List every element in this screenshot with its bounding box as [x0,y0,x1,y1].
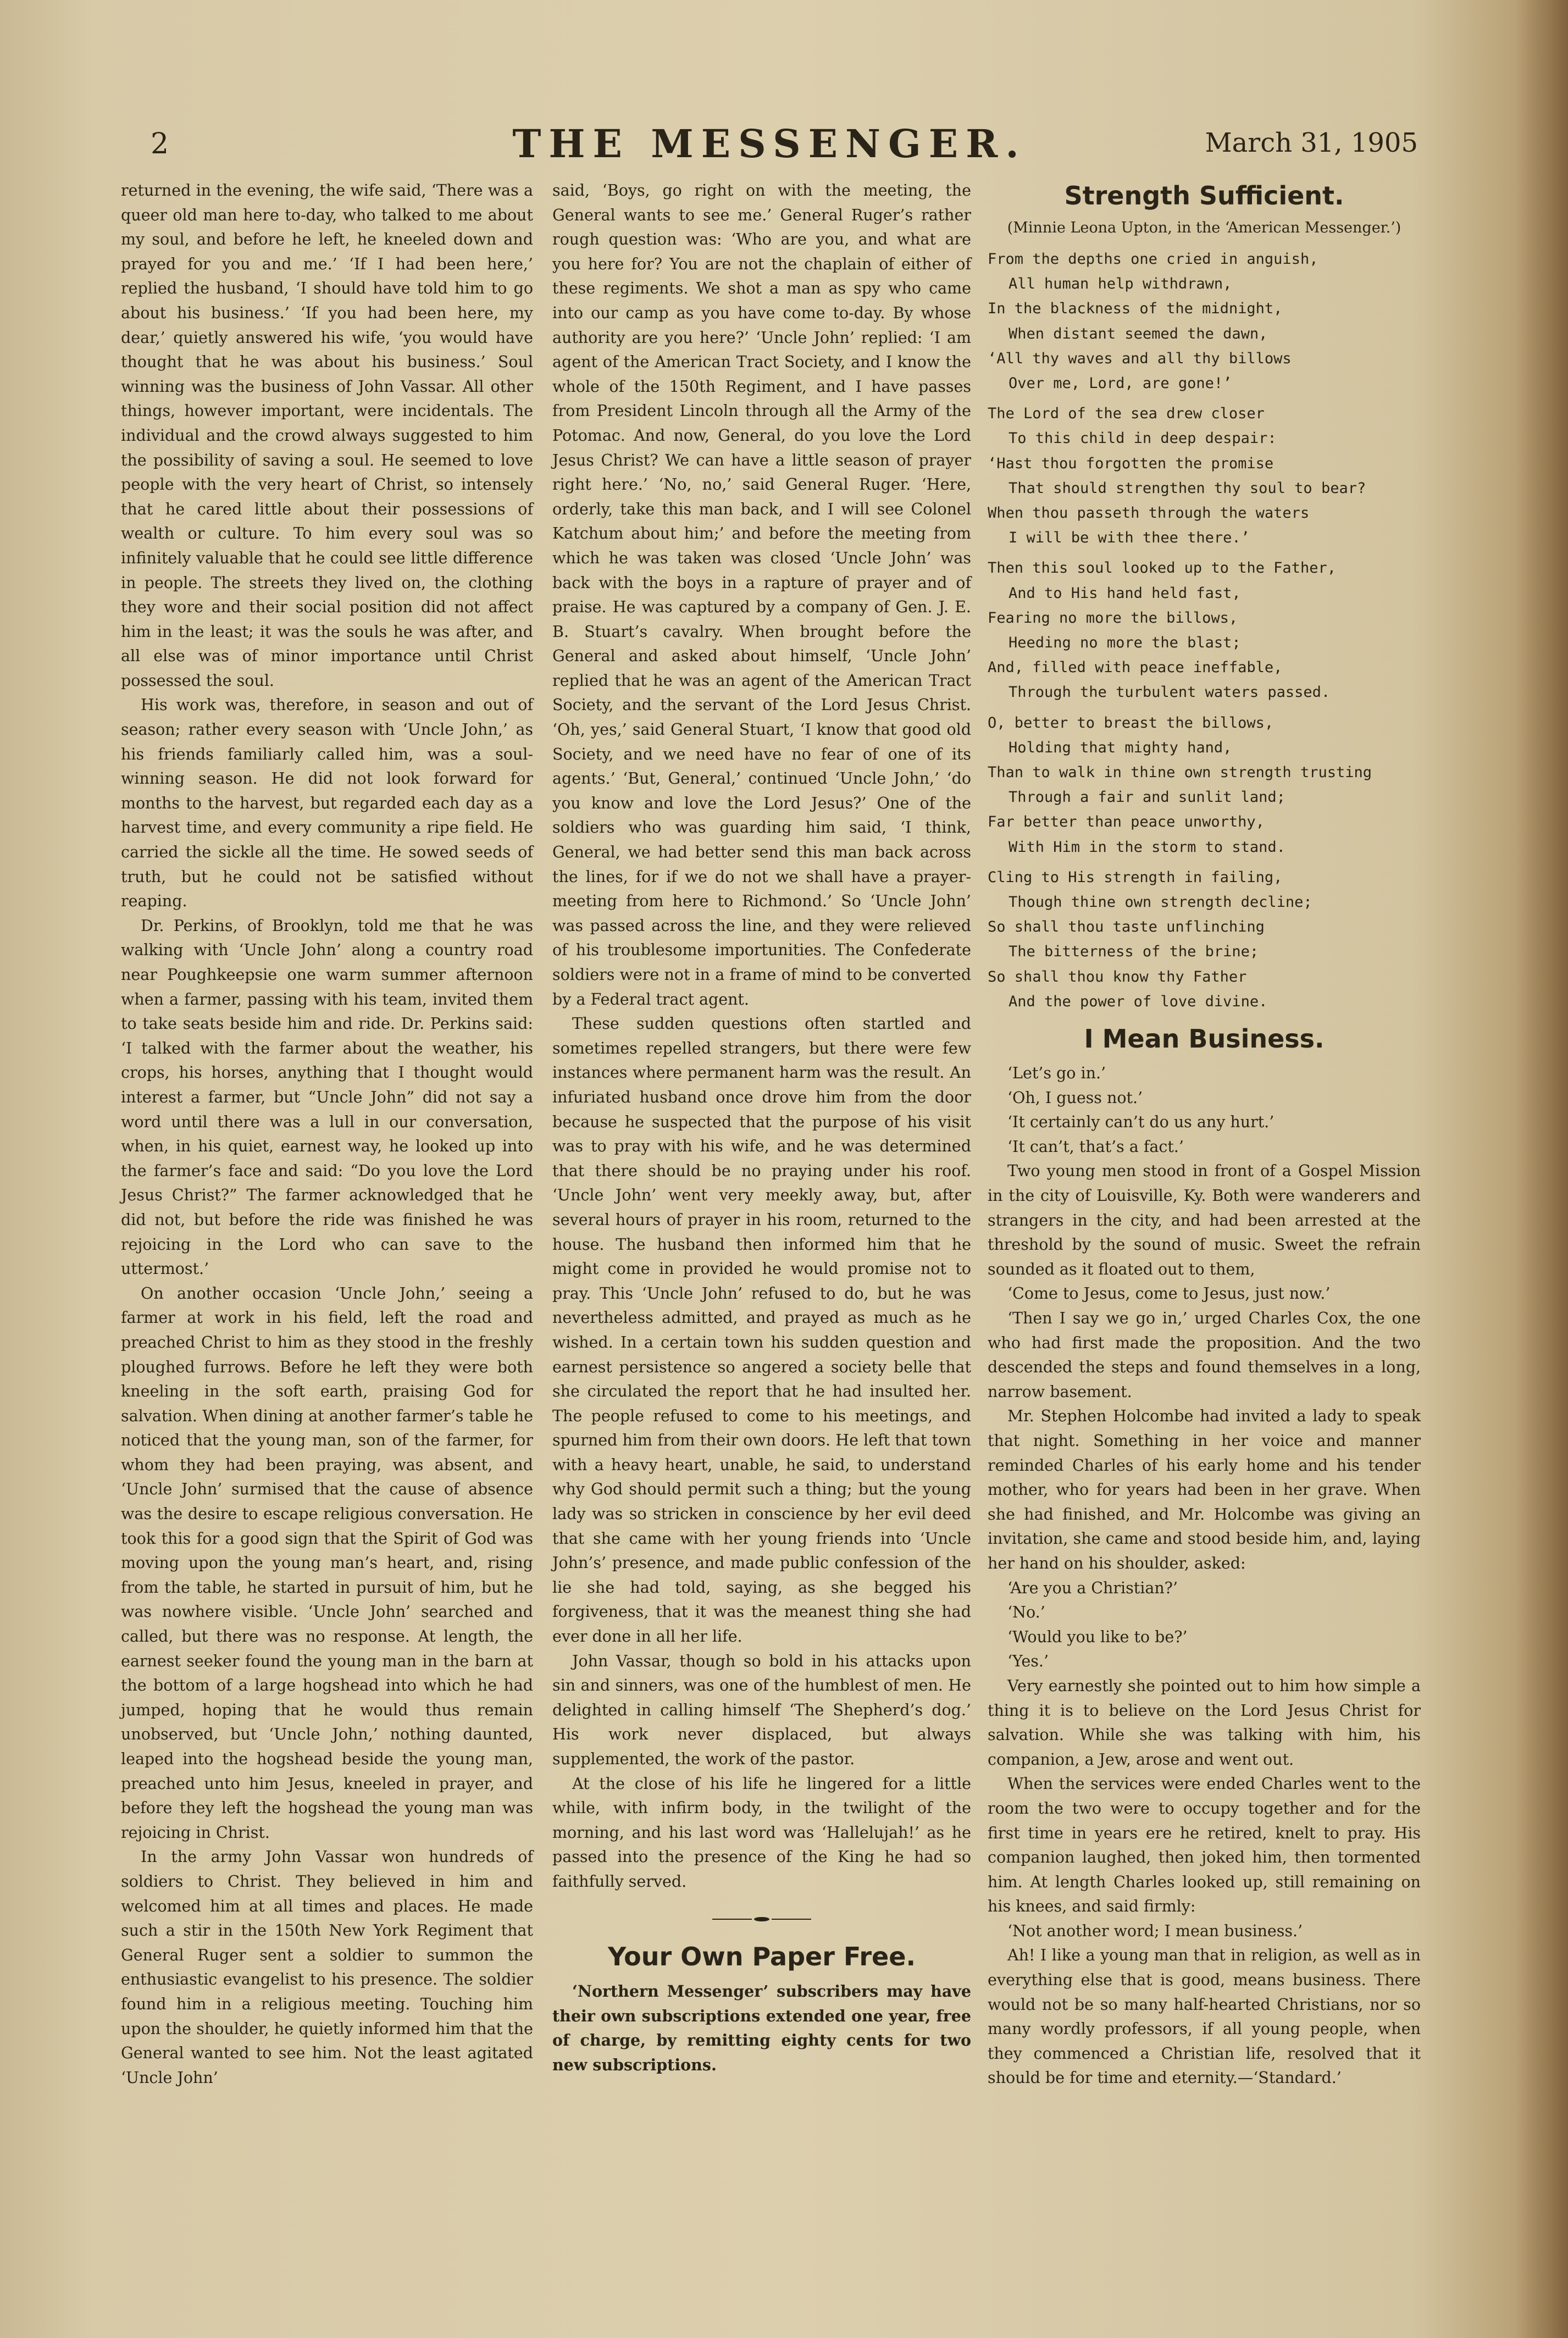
notice-text: ‘Northern Messenger’ subscribers may have their own subscriptions extended one year, free of charge, by remitting eighty cents for two new subscriptions. [552,1982,971,2074]
paragraph: Very earnestly she pointed out to him how simple a thing it is to believe on the Lord Jesus Christ for salvation. While she was talking with him, his companion, a Jew, arose and went out. [988,1676,1421,1769]
poem-line: And, filled with peace ineffable, [988,659,1283,677]
notice-title: Your Own Paper Free. [608,1942,916,1972]
column-2 [552,179,971,2077]
paragraph: Dr. Perkins, of Brooklyn, told me that he was walking with ‘Uncle John’ along a country road near Poughkeepsie one warm summer afternoon when a farmer, passing with his team, invited them to take seats beside him and ride. Dr. Perkins said: ‘I talked with the farmer about the weather, his crops, his horses, anything that I thought would interest a farmer, but “Uncle John” did not say a word until there was a lull in our conversation, when, in his quiet, earnest way, he looked up into the farmer’s face and said: “Do you love the Lord Jesus Christ?” The farmer acknowledged that he did not, but before the ride was finished he was rejoicing in the Lord who can save to the uttermost.’ [121,916,533,1278]
poem-line: I will be with thee there.’ [1009,529,1250,547]
paragraph: His work was, therefore, in season and out of season; rather every season with ‘Uncle John,’ as his friends familiarly called him, was a soul-winning season. He did not look forward for months to the harvest, but regarded each day as a harvest time, and every community a ripe field. He carried the sickle all the time. He sowed seeds of truth, but he could not be satisfied without reaping. [121,696,533,911]
paragraph: Ah! I like a young man that in religion, as well as in everything else that is good, means business. There would not be so many half-hearted Christians, nor so many wordly professors, if all young people, when they commenced a Christian life, resolved that it should be for time and eternity.—‘Standard.’ [988,1946,1421,2087]
poem-line: Heeding no more the blast; [1009,634,1241,652]
paragraph: Two young men stood in front of a Gospel Mission in the city of Louisville, Ky. Both were wanderers and strangers in the city, and had been arrested at the threshold by the sound of music. Sweet the refrain sounded as it floated out to them, [988,1162,1421,1278]
masthead: THE MESSENGER. [512,121,1027,167]
poem-line: Far better than peace unworthy, [988,813,1265,831]
column-1 [121,179,533,2090]
stanza [988,711,1421,860]
stanza [988,556,1421,705]
poem-line: From the depths one cried in anguish, [988,251,1318,268]
paragraph: John Vassar, though so bold in his attacks upon sin and sinners, was one of the humblest of men. He delighted in calling himself ‘The Shepherd’s dog.’ His work never displaced, but always supplemented, the work of the pastor. [552,1652,971,1768]
poem-line: So shall thou taste unflinching [988,918,1265,936]
page-edge-shadow [1516,0,1568,2338]
story-title: I Mean Business. [1084,1024,1325,1054]
stanza [988,865,1421,1014]
paragraph: These sudden questions often startled and sometimes repelled strangers, but there were few instances where permanent harm was the result. An infuriated husband once drove him from the door because he suspected that the purpose of his visit was to pray with his wife, and he was determined that there should be no praying under his roof. ‘Uncle John’ went very meekly away, but, after several hours of prayer in his room, returned to the house. The husband then informed him that he might come in provided he would promise not to pray. This ‘Uncle John’ refused to do, but he was nevertheless admitted, and prayed as much as he wished. In a certain town his sudden question and earnest persistence so angered a society belle that she circulated the report that he had insulted her. The people refused to come to his meetings, and spurned him from their own doors. He left that town with a heavy heart, unable, he said, to understand why God should permit such a thing; but the young lady was so stricken in conscience by her evil deed that she came with her young friends into ‘Uncle John’s’ presence, and made public confession of the lie she had told, saying, as she begged his forgiveness, that it was the meanest thing she had ever done in all her life. [552,1015,971,1646]
poem-line: Though thine own strength decline; [1009,894,1312,911]
poem-line: So shall thou know thy Father [988,968,1247,985]
paragraph: ‘Let’s go in.’ [1007,1064,1106,1083]
poem-line: Holding that mighty hand, [1009,739,1232,756]
paragraph: ‘Yes.’ [1007,1652,1049,1671]
poem-line: In the blackness of the midnight, [988,300,1283,318]
poem-line: The bitterness of the brine; [1009,943,1259,961]
poem-line: Than to walk in thine own strength trusting [988,764,1372,782]
paragraph: ‘Are you a Christian?’ [1007,1578,1178,1597]
paragraph: ‘It certainly can’t do us any hurt.’ [1007,1113,1275,1132]
divider-ornament-icon [712,1915,811,1923]
poem-line: ‘All thy waves and all thy billows [988,350,1292,367]
poem-line: With Him in the storm to stand. [1009,838,1286,856]
paragraph: ‘Oh, I guess not.’ [1007,1088,1143,1107]
poem-title: Strength Sufficient. [1064,181,1344,210]
paragraph: ‘Then I say we go in,’ urged Charles Cox, the one who had first made the proposition. And the two descended the steps and found themselves in a long, narrow basement. [988,1309,1421,1401]
page-number: 2 [151,128,169,160]
poem-line: Cling to His strength in failing, [988,868,1283,886]
paragraph: ‘Would you like to be?’ [1007,1627,1188,1646]
poem-line: When thou passeth through the waters [988,505,1310,522]
paragraph: At the close of his life he lingered for a little while, with infirm body, in the twilight of the morning, and his last word was ‘Hallelujah!’ as he passed into the presence of the King he had so faithfully served. [552,1774,971,1891]
poem-line: To this child in deep despair: [1009,430,1277,447]
section-divider [552,1907,971,1931]
poem [988,247,1421,1014]
poem-line: ‘Hast thou forgotten the promise [988,455,1274,472]
poem-line: The Lord of the sea drew closer [988,405,1265,423]
poem-line: All human help withdrawn, [1009,275,1232,293]
paragraph: ‘It can’t, that’s a fact.’ [1007,1137,1184,1156]
paragraph: On another occasion ‘Uncle John,’ seeing a farmer at work in his field, left the road and preached Christ to him as they stood in the freshly ploughed furrows. Before he left they were both kneeling in the soft earth, praising God for salvation. When dining at another farmer’s table he noticed that the young man, son of the farmer, for whom they had been praying, was absent, and ‘Uncle John’ surmised that the cause of absence was the desire to escape religious conversation. He took this for a good sign that the Spirit of God was moving upon the young man’s heart, and, rising from the table, he started in pursuit of him, but he was nowhere visible. ‘Uncle John’ searched and called, but there was no response. At length, the earnest seeker found the young man in the barn at the bottom of a large hogshead into which he had jumped, hoping that he would thus remain unobserved, but ‘Uncle John,’ nothing daunted, leaped into the hogshead beside the young man, preached unto him Jesus, kneeled in prayer, and before they left the hogshead the young man was rejoicing in Christ. [121,1284,533,1842]
paragraph: said, ‘Boys, go right on with the meeting, the General wants to see me.’ General Ruger’s rather rough question was: ‘Who are you, and what are you here for? You are not the chaplain of either of these regiments. We shot a man as spy who came into our camp as you have come to-day. By whose authority are you here?’ ‘Uncle John’ replied: ‘I am agent of the American Tract Society, and I know the whole of the 150th Regiment, and I have passes from President Lincoln through all the Army of the Potomac. And now, General, do you love the Lord Jesus Christ? We can have a little season of prayer right here.’ ‘No, no,’ said General Ruger. ‘Here, orderly, take this man back, and I will see Colonel Katchum about him;’ and before the meeting from which he was taken was closed ‘Uncle John’ was back with the boys in a rapture of prayer and of praise. He was captured by a company of Gen. J. E. B. Stuart’s cavalry. When brought before the General and asked about himself, ‘Uncle John’ replied that he was an agent of the American Tract Society, and the servant of the Lord Jesus Christ. ‘Oh, yes,’ said General Stuart, ‘I know that good old Society, and we need have no fear of one of its agents.’ ‘But, General,’ continued ‘Uncle John,’ ‘do you know and love the Lord Jesus?’ One of the soldiers who was guarding him said, ‘I think, General, we had better send this man back across the lines, for if we do not we shall have a prayer-meeting from here to Richmond.’ So ‘Uncle John’ was passed across the line, and they were relieved of his troublesome importunities. The Confederate soldiers were not in a frame of mind to be converted by a Federal tract agent. [552,181,971,1009]
poem-line: And the power of love divine. [1009,993,1268,1010]
poem-line: Over me, Lord, are gone!’ [1009,375,1232,392]
issue-date: March 31, 1905 [1205,128,1418,158]
poem-line: Fearing no more the billows, [988,609,1238,627]
stanza [988,247,1421,396]
paragraph: returned in the evening, the wife said, ‘There was a queer old man here to-day, who talked to me about my soul, and before he left, he kneeled down and prayed for you and me.’ ‘If I had been here,’ replied the husband, ‘I should have told him to go about his business.’ ‘If you had been here, my dear,’ quietly answered his wife, ‘you would have thought that he was about his business.’ Soul winning was the business of John Vassar. All other things, however important, were incidentals. The individual and the crowd always suggested to him the possibility of saving a soul. He seemed to love people with the very heart of Christ, so intensely that he cared little about their possessions of wealth or culture. To him every soul was so infinitely valuable that he could see little difference in people. The streets they lived on, the clothing they wore and their social position did not affect him in the least; it was the souls he was after, and all else was of minor importance until Christ possessed the soul. [121,181,533,690]
page-header [121,121,1418,170]
poem-line: When distant seemed the dawn, [1009,325,1268,342]
paragraph: When the services were ended Charles went to the room the two were to occupy together and for the first time in years ere he retired, knelt to pray. His companion laughed, then joked him, then tormented him. At length Charles looked up, still remaining on his knees, and said firmly: [988,1775,1421,1916]
stanza [988,401,1421,550]
poem-line: Through the turbulent waters passed. [1009,684,1331,701]
paragraph: ‘No.’ [1007,1603,1045,1622]
paragraph: ‘Not another word; I mean business.’ [1007,1921,1303,1940]
poem-line: O, better to breast the billows, [988,714,1274,732]
poem-byline: (Minnie Leona Upton, in the ‘American Messenger.’) [1007,219,1401,236]
poem-line: And to His hand held fast, [1009,584,1241,602]
paragraph: Mr. Stephen Holcombe had invited a lady to speak that night. Something in her voice and manner reminded Charles of his early home and his tender mother, who for years had been in her grave. When she had finished, and Mr. Holcombe was giving an invitation, she came and stood beside him, and, laying her hand on his shoulder, asked: [988,1407,1421,1572]
poem-line: Then this soul looked up to the Father, [988,559,1336,577]
column-3 [988,179,1421,2091]
poem-line: That should strengthen thy soul to bear? [1009,479,1366,497]
paragraph: In the army John Vassar won hundreds of soldiers to Christ. They believed in him and welcomed him at all times and places. He made such a stir in the 150th New York Regiment that General Ruger sent a soldier to summon the enthusiastic evangelist to his presence. The soldier found him in a religious meeting. Touching him upon the shoulder, he quietly informed him that the General wanted to see him. Not the least agitated ‘Uncle John’ [121,1848,533,2087]
poem-line: Through a fair and sunlit land; [1009,789,1286,806]
paragraph: ‘Come to Jesus, come to Jesus, just now.’ [1007,1284,1331,1303]
